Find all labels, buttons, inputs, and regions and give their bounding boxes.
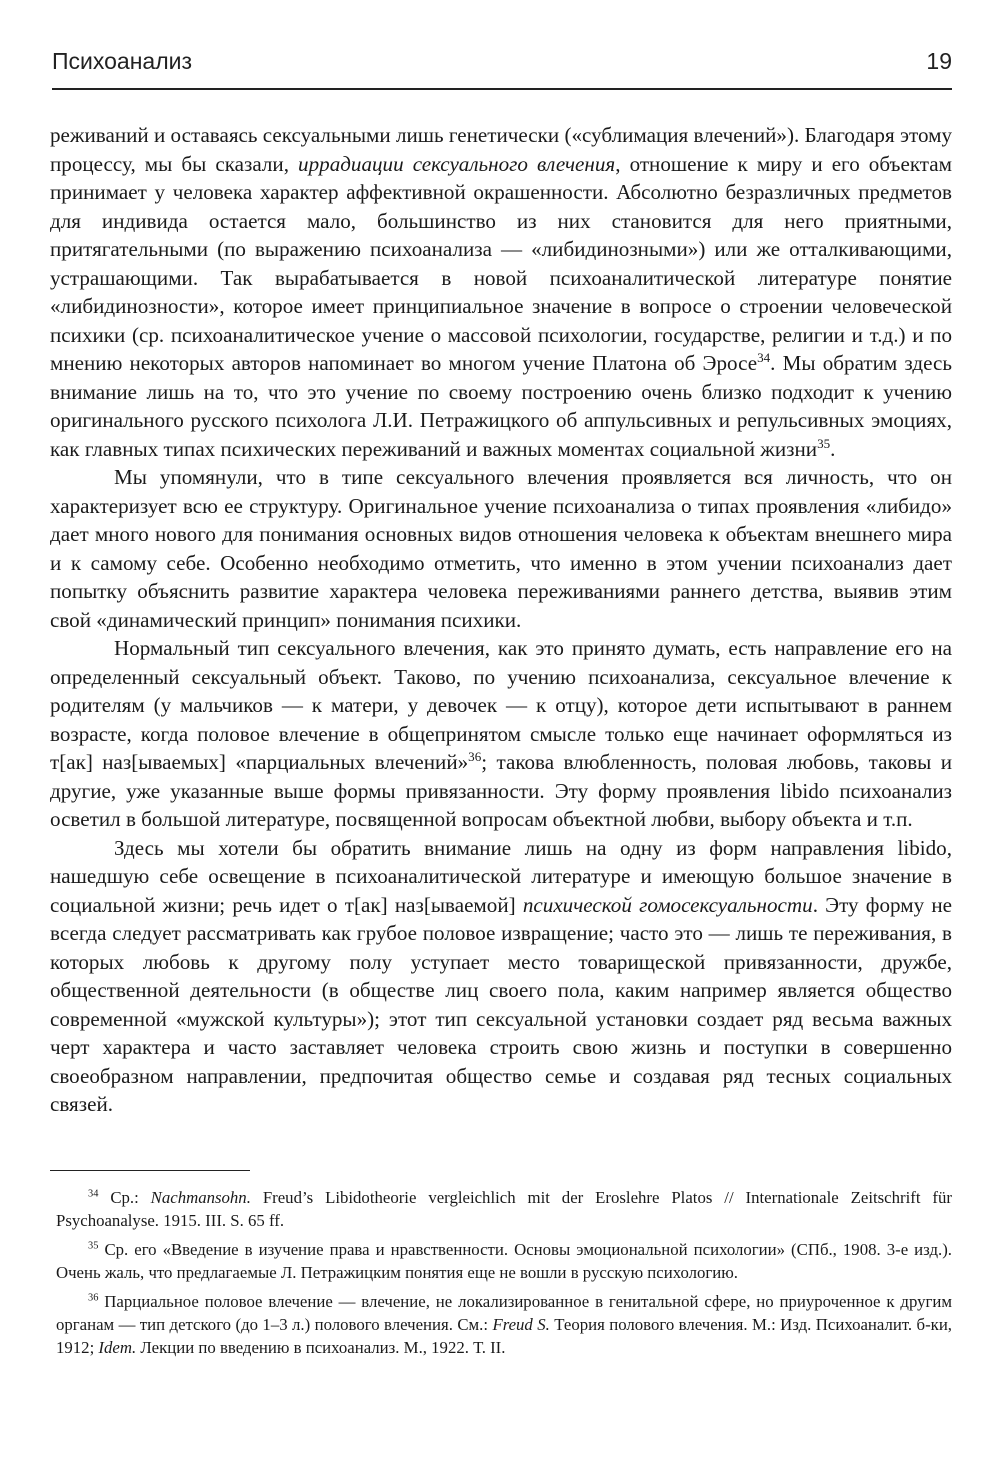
main-text [50,121,952,1119]
text-run: Ср.: [98,1188,151,1207]
text-run: Здесь мы хотели бы обратить внимание лишь на одну из форм направления libido, нашедшую себе освещение в психоаналитической литературе и имеющую большое значение в социальной жизни; речь идет о т[ак] наз[ываемой] [50,835,952,917]
footnote-separator [50,1170,250,1171]
text-run: Теория полового влечения. М.: Изд. Психоаналит. б-ки, 1912; [56,1315,952,1357]
paragraph [50,834,952,1119]
paragraph [50,634,952,834]
footnote [56,1238,952,1284]
footnote-ref: 34 [88,1188,99,1200]
footnote [56,1186,952,1232]
text-run: Мы упомянули, что в типе сексуального влечения проявляется вся личность, что он характеризует всю ее структуру. Оригинальное учение психоанализа о типах проявления «либидо» дает много нового для понимания основных видов отношения человека к объектам внешнего мира и к самому себе. Особенно необходимо отметить, что именно в этом учении психоанализ дает попытку объяснить развитие характера человека переживаниями раннего детства, выявив этим свой «динамический принцип» понимания психики. [50,465,952,632]
italic-text: Nachmansohn. [150,1188,251,1207]
text-run: Нормальный тип сексуального влечения, как это принято думать, есть направление его на определенный сексуальный объект. Таково, по учению психоанализа, сексуальное влечение к родителям (у мальчиков — к матери, у девочек — к отцу), которое дети испытывают в раннем возрасте, когда половое влечение в общепринятом смысле только еще начинает оформляться из т[ак] наз[ываемых] «парциальных влечений» [50,636,952,774]
running-title: Психоанализ [52,48,193,74]
text-run: Лекции по введению в психоанализ. М., 1922. Т. II. [136,1338,506,1357]
text-run: Парциальное половое влечение — влечение, не локализированное в генитальной сфере, но приуроченное к другим органам — тип детского (до 1–3 л.) полового влечения. См.: [56,1292,952,1334]
text-run: . Эту форму не всегда следует рассматривать как грубое половое извращение; часто это — лишь те переживания, в которых любовь к другому полу уступает место товарищеской привязанности, дружбе, общественной деятельности (в обществе лиц своего пола, каким например является общество современной «мужской культуры»); этот тип сексуальной установки создает ряд весьма важных черт характера и часто заставляет человека строить свою жизнь и поступки в совершенно своеобразном направлении, предпочитая общество семье и создавая ряд тесных социальных связей. [50,892,952,1116]
running-head [52,48,952,75]
text-run: , отношение к миру и его объектам принимает у человека характер аффективной окрашенности. Абсолютно безразличных предметов для индивида остается мало, большинство из них становится для него приятными, притягательными (по выражению психоанализа — «либидинозными») или же отталкивающими, устрашающими. Так вырабатывается в новой психоаналитической литературе понятие «либидинозности», которое имеет принципиальное значение в вопросе о строении человеческой психики (ср. психоаналитическое учение о массовой психологии, государстве, религии и т.д.) и по мнению некоторых авторов напоминает во многом учение Платона об Эросе [50,151,952,375]
italic-text: психической гомосексуальности [522,892,813,917]
text-run: . [830,436,836,461]
text-run: Ср. его «Введение в изучение права и нравственности. Основы эмоциональной психологии» (СПб., 1908. 3-е изд.). Очень жаль, что предлагаемые Л. Петражицким понятия еще не вошли в русскую психологию. [56,1240,952,1282]
italic-text: Idem. [98,1338,137,1357]
page-number: 19 [926,48,952,74]
footnote-ref: 35 [88,1240,99,1252]
italic-text: Freud S. [492,1315,550,1334]
footnote-ref: 35 [817,435,831,451]
paragraph [50,463,952,634]
footnotes [56,1186,952,1365]
footnote-ref: 36 [88,1292,99,1304]
text-run: . Мы обратим здесь внимание лишь на то, что это учение по своему построению очень близко подходит к учению оригинального русского психолога Л.И. Петражицкого об аппульсивных и репульсивных эмоциях, как главных типах психических переживаний и важных моментах социальной жизни [50,351,952,461]
footnote [56,1290,952,1359]
footnote-ref: 34 [757,349,771,365]
footnote-ref: 36 [468,748,482,764]
paragraph [50,121,952,463]
text-run: Freud’s Libidotheorie vergleichlich mit der Eroslehre Platos // Internationale Zeitschrift für Psychoanalyse. 1915. III. S. 65 ff. [56,1188,952,1230]
text-run: ; такова влюбленность, половая любовь, таковы и другие, уже указанные выше формы привязанности. Эту форму проявления libido психоанализ осветил в большой литературе, посвященной вопросам объектной любви, выбору объекта и т.п. [50,750,952,831]
header-rule [52,88,952,90]
text-run: реживаний и оставаясь сексуальными лишь генетически («сублимация влечений»). Благодаря этому процессу, мы бы сказали, [50,123,952,176]
italic-text: иррадиации сексуального влечения [298,151,616,176]
